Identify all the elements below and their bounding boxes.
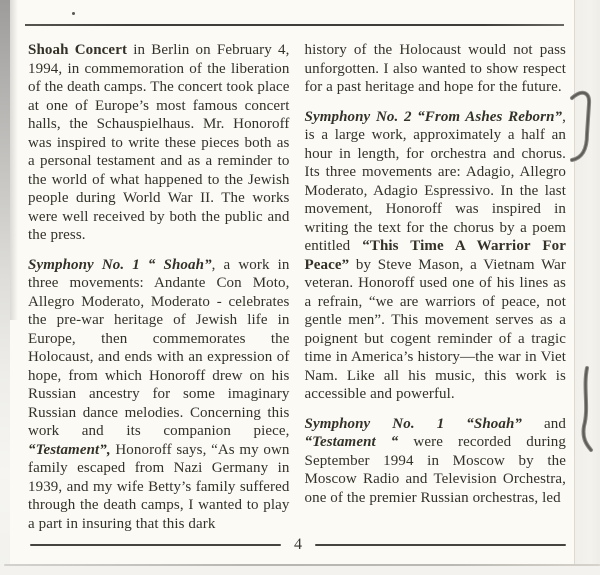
text-run: , is a large work, approximately a half an hour in length, for orchestra and chorus. Its three movements are: Adagio, Allegro Moderato, Adagio Espressivo. In the last movement, Honoroff was inspired in writing the text for the chorus by a poem entitled xyxy=(304,108,566,254)
page-left-edge-shadow xyxy=(0,0,10,575)
page-bottom-margin xyxy=(0,566,600,575)
staple-icon-bottom xyxy=(577,366,597,452)
footer-rule-right xyxy=(315,544,566,546)
text-run: and xyxy=(522,415,566,432)
text-run: “This Time A Warrior For Peace” xyxy=(304,238,566,273)
text-run: Shoah Concert xyxy=(28,42,128,58)
text-run: were recorded during September 1994 in Moscow by the Moscow Radio and Television Orchestra, one of the premier Russian orchestras, led xyxy=(304,434,567,506)
scan-speck xyxy=(72,12,75,15)
text-run: Symphony No. 1 “ Shoah” xyxy=(28,256,212,273)
paragraph xyxy=(28,41,290,245)
top-rule xyxy=(25,24,564,26)
text-run: history of the Holocaust would not pass unforgotten. I also wanted to show respect for a past heritage and hope for the future. xyxy=(304,42,566,95)
page-footer xyxy=(30,537,566,553)
column-left xyxy=(28,41,290,544)
text-columns xyxy=(28,41,566,544)
column-right xyxy=(305,41,567,544)
text-run: Honoroff says, “As my own family escaped from Nazi Germany in 1939, and my wife Betty’s family suffered through the death camps, I wanted to play a part in insuring that this dark xyxy=(28,441,290,532)
paragraph xyxy=(28,256,290,534)
text-run: by Steve Mason, a Vietnam War veteran. Honoroff used one of his lines as a refrain, “we are warriors of peace, not gentle men”. This movement serves as a poignent but cogent reminder of a tragic time in America’s history—the war in Viet Nam. Like all his music, this work is accessible and powerful. xyxy=(304,256,566,402)
text-run: Symphony No. 2 “From Ashes Reborn” xyxy=(304,108,563,125)
page-left-edge-fade xyxy=(10,0,18,320)
footer-rule-left xyxy=(30,544,281,546)
paragraph xyxy=(305,41,567,97)
text-run: , a work in three movements: Andante Con Moto, Allegro Moderato, Moderato - celebrates the pre-war heritage of Jewish life in Europe, then commemorates the Holocaust, and ends with an expression of hope, from which Honoroff drew on his Russian ancestry for some imaginary Russian dance melodies. Concerning this work and its companion piece, xyxy=(28,256,290,439)
paragraph xyxy=(305,108,567,404)
text-run: “Testament “ xyxy=(304,434,399,450)
page-number: 4 xyxy=(294,536,302,553)
page-bottom-edge xyxy=(4,564,600,566)
text-run: in Berlin on February 4, 1994, in commemoration of the liberation of the death camps. The concert took place at one of Europe’s most famous concert halls, the Schauspielhaus. Mr. Honoroff was inspired to write these pieces both as a personal testament and as a reminder to the world of what happened to the Jewish people during World War II. The works were well received by both the public and the press. xyxy=(28,42,290,243)
staple-icon-top xyxy=(569,88,597,170)
paragraph xyxy=(305,415,567,508)
page-right-fold-edge xyxy=(574,0,600,575)
text-run: “Testament”, xyxy=(28,441,111,458)
text-run: Symphony No. 1 “Shoah” xyxy=(304,415,523,432)
